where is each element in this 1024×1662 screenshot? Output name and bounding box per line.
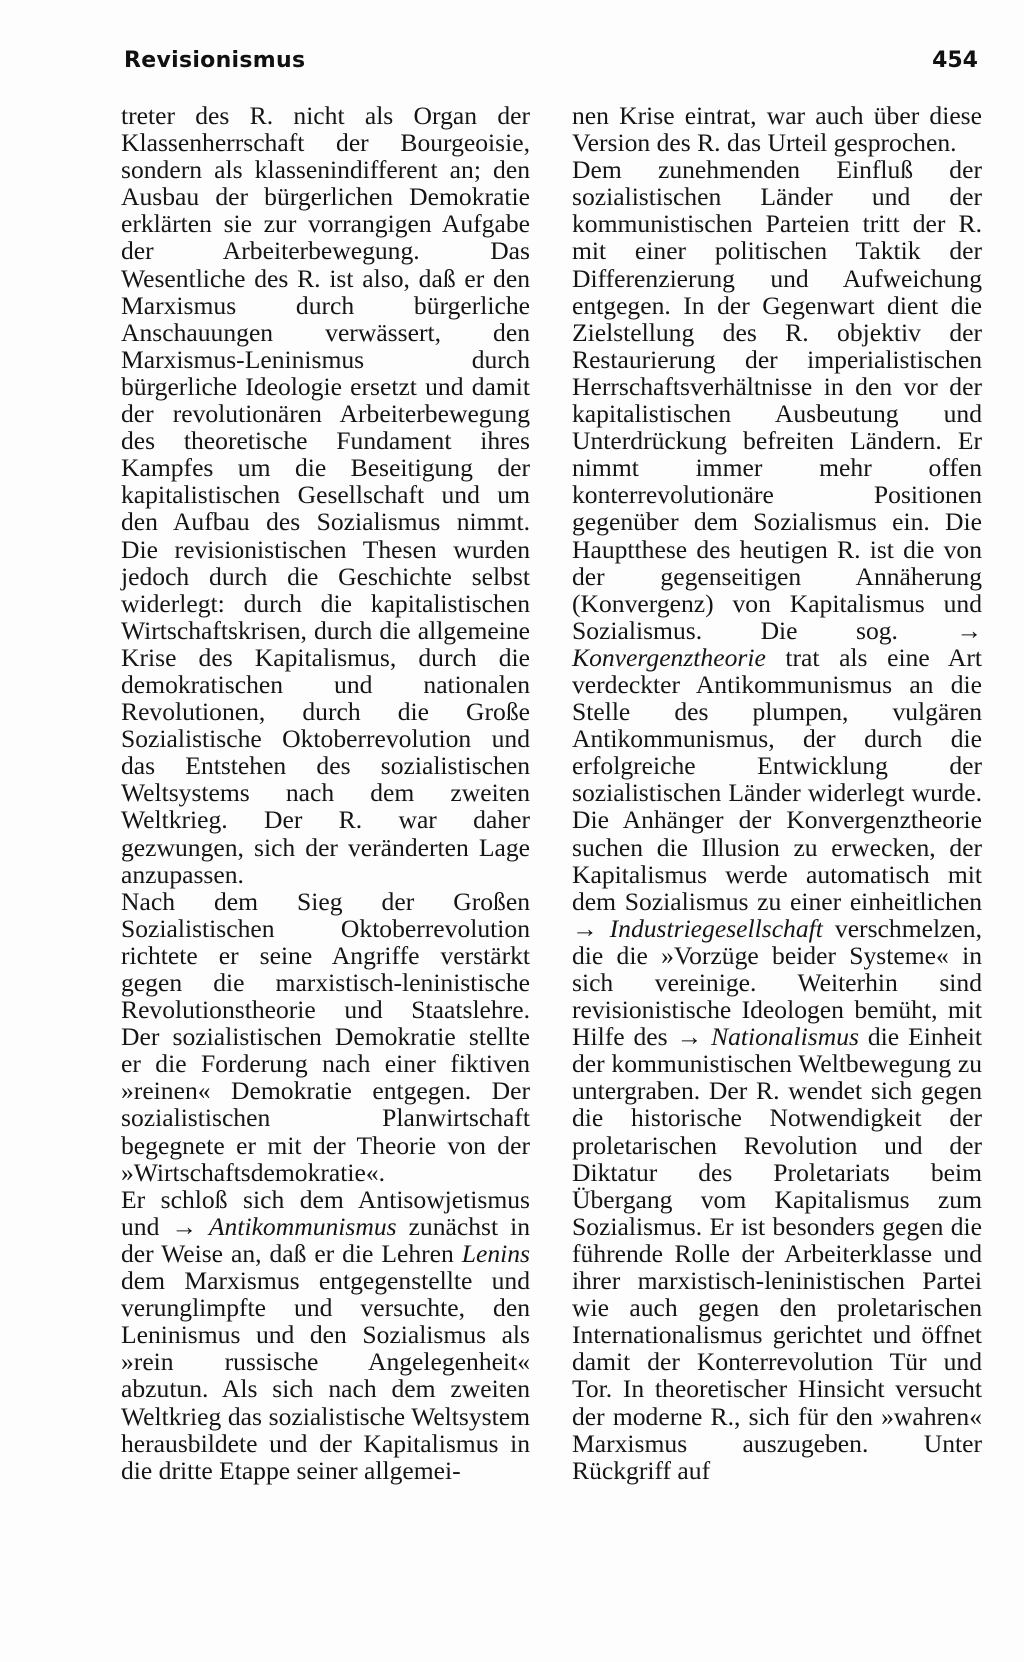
right-column-text [572, 102, 982, 1484]
page-header [124, 48, 978, 82]
cross-reference-nationalismus[interactable]: Nationalismus [711, 1022, 859, 1052]
paragraph [572, 156, 982, 1484]
cross-reference-arrow-icon: → [676, 1022, 703, 1052]
text-run: zunächst in der Weise an, daß er die Lehren [121, 1211, 530, 1268]
text-run: Dem zunehmenden Einfluß der sozialistischen Länder und der kommunistischen Parteien tritt der R. mit einer politischen Taktik der Differenzierung und Aufweichung entgegen. In der Gegenwart dient die Zielstellung des R. objektiv der Restaurierung der imperialistischen Herrschaftsverhältnisse in den vor der kapitalistischen Ausbeutung und Unterdrückung befreiten Ländern. Er nimmt immer mehr offen konterrevolutionäre Positionen gegenüber dem Sozialismus ein. Die Hauptthese des heutigen R. ist die von der gegenseitigen Annäherung (Konvergenz) von Kapitalismus und Sozialismus. Die sog. [572, 155, 982, 645]
cross-reference-antikommunismus[interactable]: Antikommunismus [208, 1211, 397, 1241]
text-run: dem Marxismus entgegenstellte und verunglimpfte und versuchte, den Leninismus und den Sozialismus als »rein russische Angelegenheit« abzutun. Als sich nach dem zweiten Weltkrieg das sozialistische Weltsystem herausbildete und der Kapitalismus in die dritte Etappe seiner allgemei- [121, 1266, 530, 1485]
text-run: Er schloß sich dem Antisowjetismus und [121, 1184, 530, 1241]
left-column-text [121, 102, 530, 1484]
paragraph: Nach dem Sieg der Großen Sozialistischen Oktoberrevolution richtete er seine Angriffe verstärkt gegen die marxistisch-leninistische Revolutionstheorie und Staatslehre. Der sozialistischen Demokratie stellte er die Forderung nach einer fiktiven »reinen« Demokratie entgegen. Der sozialistischen Planwirtschaft begegnete er mit der Theorie von der »Wirtschaftsdemokratie«. [121, 886, 530, 1187]
text-run: verschmelzen, die die »Vorzüge beider Systeme« in sich vereinige. Weiterhin sind revisionistische Ideologen bemüht, mit Hilfe des [572, 913, 982, 1052]
paragraph [121, 1186, 530, 1484]
text-run: trat als eine Art verdeckter Antikommunismus an die Stelle des plumpen, vulgären Antikommunismus, der durch die erfolgreiche Entwicklung der sozialistischen Länder widerlegt wurde. Die Anhänger der Konvergenztheorie suchen die Illusion zu erwecken, der Kapitalismus werde automatisch mit dem Sozialismus zu einer einheitlichen [572, 642, 982, 916]
right-column [572, 102, 982, 1484]
text-run: die Einheit der kommunistischen Weltbewegung zu untergraben. Der R. wendet sich gegen die historische Notwendigkeit der proletarischen Revolution und der Diktatur des Proletariats beim Übergang vom Kapitalismus zum Sozialismus. Er ist besonders gegen die führende Rolle der Arbeiterklasse und ihrer marxistisch-leninistischen Partei wie auch gegen den proletarischen Internationalismus gerichtet und öffnet damit der Konterrevolution Tür und Tor. In theoretischer Hinsicht versucht der moderne R., sich für den »wahren« Marxismus auszugeben. Unter Rückgriff auf [572, 1022, 982, 1485]
paragraph: treter des R. nicht als Organ der Klassenherrschaft der Bourgeoisie, sondern als klassenindifferent an; den Ausbau der bürgerlichen Demokratie erklärten sie zur vorrangigen Aufgabe der Arbeiterbewegung. Das Wesentliche des R. ist also, daß er den Marxismus durch bürgerliche Anschauungen verwässert, den Marxismus-Leninismus durch bürgerliche Ideologie ersetzt und damit der revolutionären Arbeiterbewegung des theoretische Fundament ihres Kampfes um die Beseitigung der kapitalistischen Gesellschaft und um den Aufbau des Sozialismus nimmt. Die revisionistischen Thesen wurden jedoch durch die Geschichte selbst widerlegt: durch die kapitalistischen Wirtschaftskrisen, durch die allgemeine Krise des Kapitalismus, durch die demokratischen und nationalen Revolutionen, durch die Große Sozialistische Oktoberrevolution und das Entstehen des sozialistischen Weltsystems nach dem zweiten Weltkrieg. Der R. war daher gezwungen, sich der veränderten Lage anzupassen. [121, 101, 530, 889]
left-column [121, 102, 530, 1484]
cross-reference-konvergenztheorie[interactable]: Konvergenztheorie [572, 642, 766, 672]
page-number: 454 [932, 48, 978, 73]
cross-reference-arrow-icon: → [171, 1211, 197, 1241]
name-reference-lenins: Lenins [461, 1238, 530, 1268]
cross-reference-arrow-icon: → [956, 615, 982, 645]
paragraph: nen Krise eintrat, war auch über diese Version des R. das Urteil gesprochen. [572, 101, 982, 158]
cross-reference-arrow-icon: → [572, 913, 598, 943]
cross-reference-industriegesellschaft[interactable]: Industriegesellschaft [609, 913, 823, 943]
running-head: Revisionismus [124, 48, 306, 73]
